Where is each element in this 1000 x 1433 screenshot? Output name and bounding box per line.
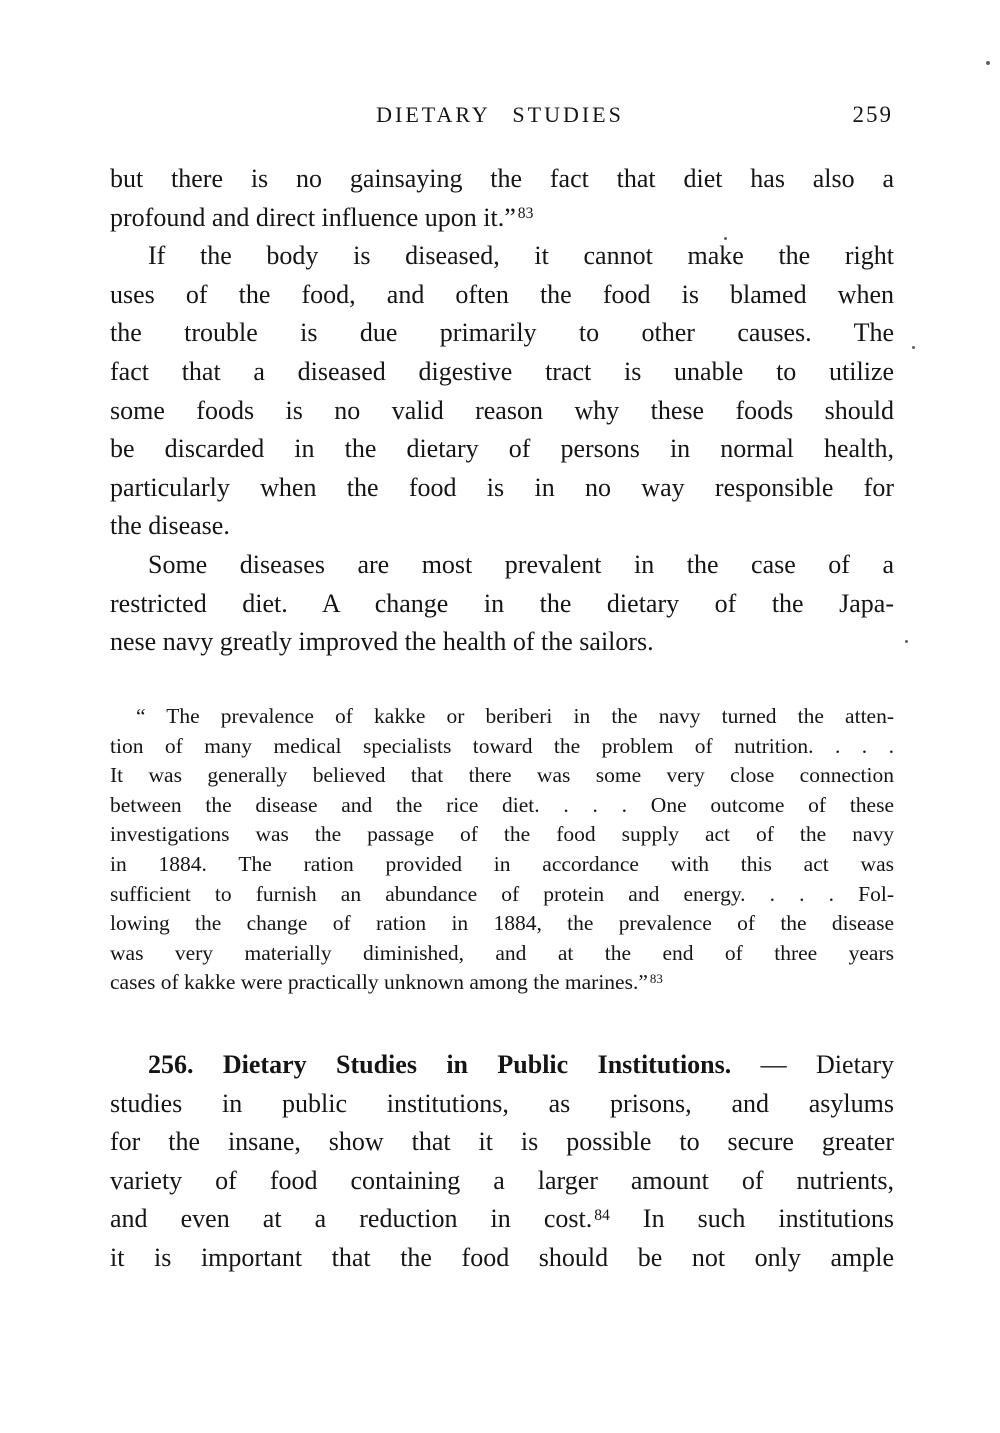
text-line: uses of the food, and often the food is blamed when	[110, 279, 894, 309]
text-line: and even at a reduction in cost. $^{84}$ In such institutions	[110, 1204, 894, 1234]
text-line: be discarded in the dietary of persons in normal health,	[110, 434, 894, 464]
text-line: in 1884. The ration provided in accordance with this act was	[110, 851, 894, 876]
text-line: investigations was the passage of the food supply act of the navy	[110, 822, 894, 847]
text-line: particularly when the food is in no way responsible for	[110, 472, 894, 502]
text-line: Some diseases are most prevalent in the case of a	[148, 549, 894, 579]
scan-speck	[724, 237, 727, 240]
page-header	[0, 100, 1000, 130]
text-line: restricted diet. A change in the dietary of the Japa-	[110, 588, 894, 618]
text-line: sufficient to furnish an abundance of protein and energy. . . . Fol-	[110, 881, 894, 906]
main-text	[110, 160, 894, 662]
text-line: but there is no gainsaying the fact that diet has also a	[110, 164, 894, 193]
paragraph	[110, 546, 894, 662]
text-line: studies in public institutions, as prisons, and asylums	[110, 1088, 894, 1118]
footnote-ref-83: 83	[517, 205, 534, 223]
text-line: between the disease and the rice diet. . . . One outcome of these	[110, 792, 894, 817]
scan-speck	[912, 346, 915, 349]
text-line: tion of many medical specialists toward the problem of nutrition. . . .	[110, 733, 894, 758]
text-line: It was generally believed that there was some very close connection	[110, 763, 894, 788]
page-number: 259	[852, 102, 893, 127]
text-line: lowing the change of ration in 1884, the prevalence of the disease	[110, 911, 894, 936]
paragraph	[110, 237, 894, 546]
running-title: DIETARY STUDIES	[376, 102, 624, 127]
text-line: If the body is diseased, it cannot make the right	[148, 241, 894, 271]
block-quote	[110, 702, 894, 998]
text-line: nese navy greatly improved the health of the sailors.	[110, 627, 654, 657]
text-line: profound and direct influence upon it.” $^{83}$	[110, 202, 534, 232]
text-line: it is important that the food should be not only ample	[110, 1242, 894, 1272]
text-line: for the insane, show that it is possible to secure greater	[110, 1127, 894, 1157]
section-256	[110, 1046, 894, 1278]
text-line: the trouble is due primarily to other causes. The	[110, 318, 894, 348]
paragraph	[110, 160, 894, 237]
scan-speck	[905, 640, 908, 643]
text-line: cases of kakke were practically unknown among the marines.” $^{83}$	[110, 970, 663, 995]
text-line: the disease.	[110, 511, 230, 541]
text-line: variety of food containing a larger amount of nutrients,	[110, 1165, 894, 1195]
section-heading: 256. Dietary Studies in Public Institutions.	[148, 1050, 732, 1079]
text-line: was very materially diminished, and at the end of three years	[110, 940, 894, 965]
text-line: fact that a diseased digestive tract is unable to utilize	[110, 356, 894, 386]
footnote-ref-83: 83	[649, 972, 663, 987]
scan-speck	[986, 61, 990, 65]
section-heading-line: 256. Dietary Studies in Public Institutions. — Dietary	[148, 1050, 894, 1079]
footnote-ref-84: 84	[594, 1206, 610, 1224]
text-line: “ The prevalence of kakke or beriberi in the navy turned the atten-	[136, 704, 894, 728]
text-line: some foods is no valid reason why these foods should	[110, 395, 894, 425]
